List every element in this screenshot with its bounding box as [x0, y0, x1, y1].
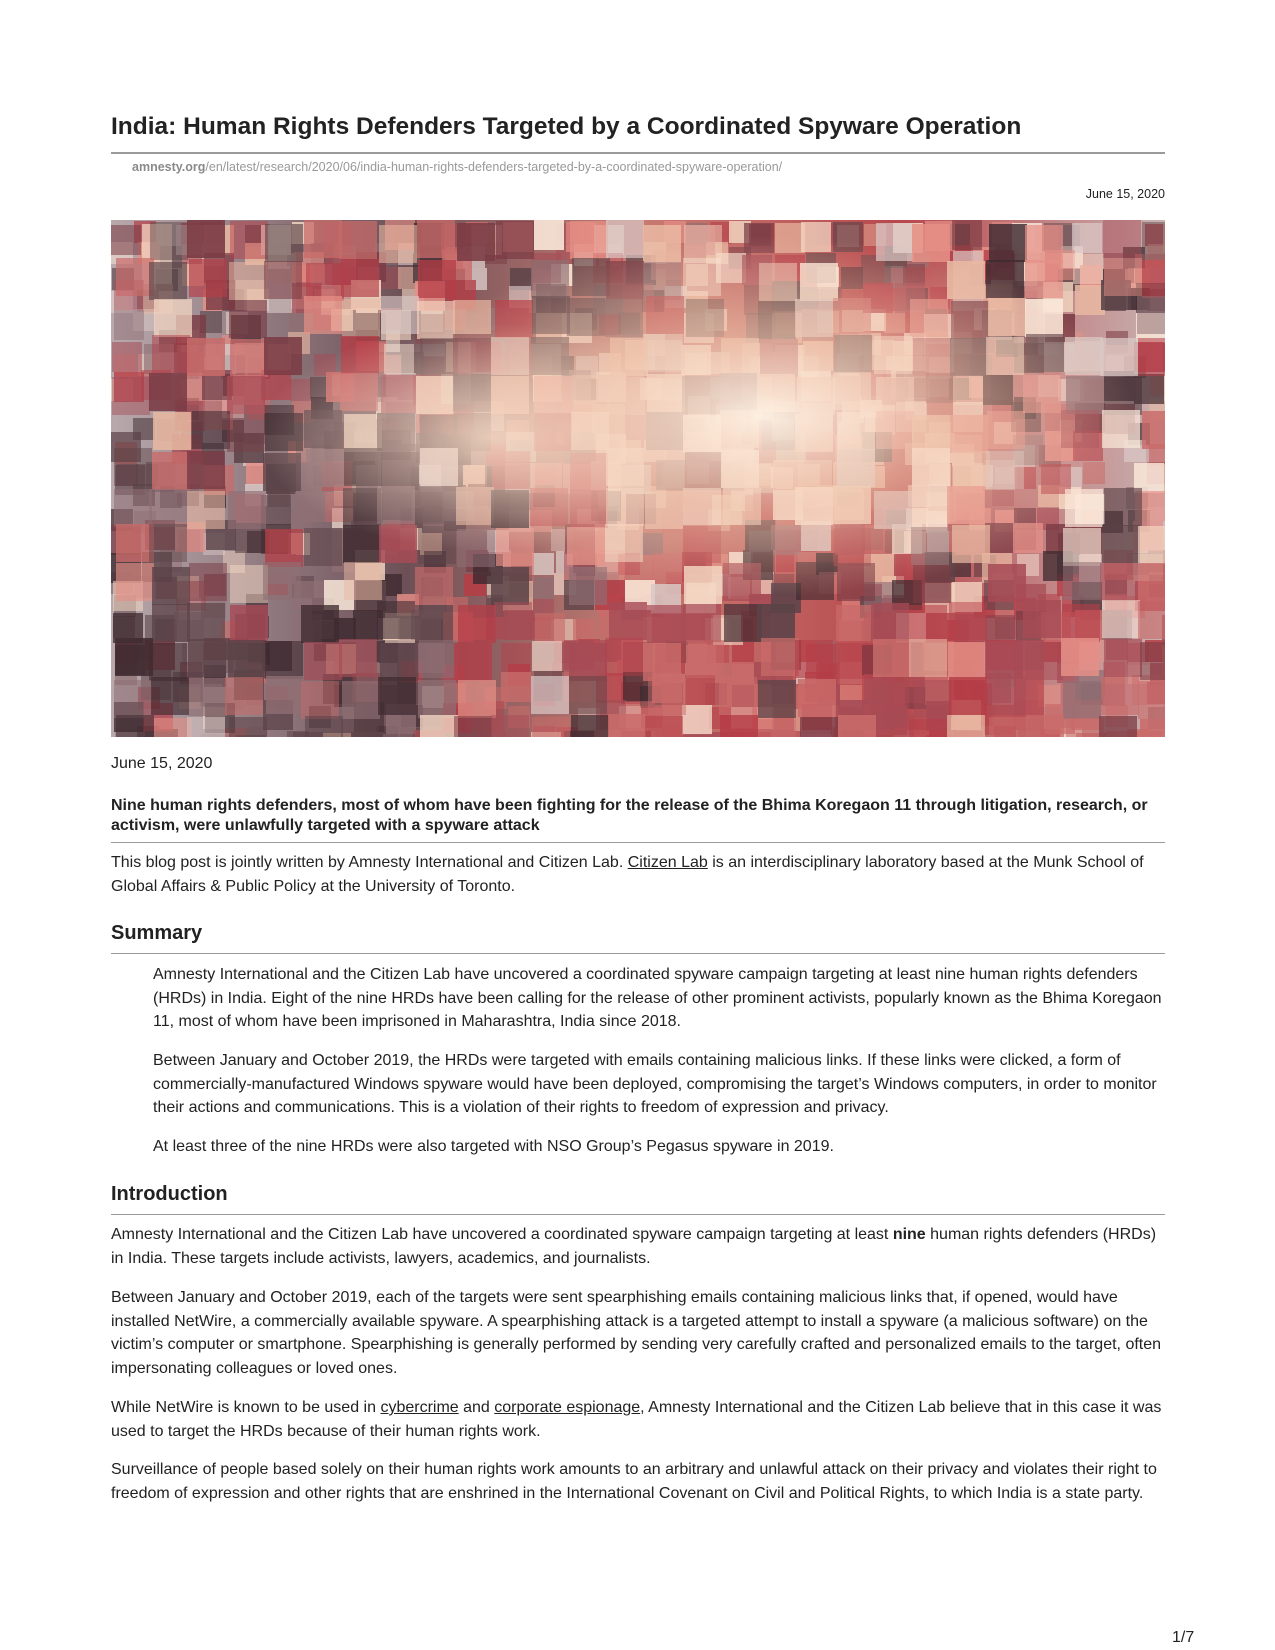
- intro-p3-a: While NetWire is known to be used in: [111, 1399, 381, 1416]
- article-lead: Nine human rights defenders, most of whom have been fighting for the release of the Bhima Koregaon 11 through litigation, research, or activism, were unlawfully targeted with a spyware attack: [111, 797, 1148, 834]
- header-date: June 15, 2020: [1085, 187, 1165, 201]
- introduction-paragraph-2: Between January and October 2019, each of the targets were sent spearphishing emails containing malicious links that, if opened, would have installed NetWire, a commercially available spyware. A spearphishing attack is a targeted attempt to install a spyware (a malicious software) on the victim’s computer or smartphone. Spearphishing is generally performed by sending very carefully crafted and personalized emails to the target, often impersonating colleagues or loved ones.: [111, 1289, 1162, 1377]
- introduction-paragraph-1: [111, 1223, 1165, 1270]
- citizen-lab-link[interactable]: Citizen Lab: [627, 854, 708, 871]
- title-divider: [111, 152, 1165, 154]
- lead-divider: [111, 842, 1165, 843]
- summary-paragraph-3: At least three of the nine HRDs were also targeted with NSO Group’s Pegasus spyware in 2019.: [153, 1138, 834, 1155]
- pixelated-face-image: [111, 220, 1165, 737]
- intro-p3-c: , Amnesty International and the Citizen Lab believe that in this case it was used to target the HRDs because of their human rights work.: [111, 1399, 1162, 1440]
- hero-image: [111, 220, 1165, 737]
- introduction-heading: Introduction: [111, 1183, 228, 1205]
- introduction-divider: [111, 1214, 1165, 1215]
- summary-heading: Summary: [111, 922, 203, 944]
- summary-paragraph-2: Between January and October 2019, the HRDs were targeted with emails containing malicious links. If these links were clicked, a form of commercially-manufactured Windows spyware would have been deployed, compromising the target’s Windows computers, in order to monitor their actions and communications. This is a violation of their rights to freedom of expression and privacy.: [153, 1052, 1157, 1116]
- intro-p1-after: human rights defenders (HRDs) in India. These targets include activists, lawyers, academics, and journalists.: [111, 1226, 1157, 1267]
- intro-paragraph: [111, 851, 1165, 898]
- intro-p1-bold: nine: [892, 1226, 926, 1243]
- corporate-espionage-link[interactable]: corporate espionage: [494, 1399, 641, 1416]
- intro-text-after: is an interdisciplinary laboratory based at the Munk School of Global Affairs & Public Policy at the University of Toronto.: [111, 854, 1144, 895]
- intro-text-before: This blog post is jointly written by Amnesty International and Citizen Lab.: [111, 854, 628, 871]
- summary-paragraph-1: Amnesty International and the Citizen Lab have uncovered a coordinated spyware campaign targeting at least nine human rights defenders (HRDs) in India. Eight of the nine HRDs have been calling for the release of other prominent activists, popularly known as the Bhima Koregaon 11, most of whom have been imprisoned in Maharashtra, India since 2018.: [153, 966, 1162, 1030]
- page-number: 1/7: [1172, 1629, 1195, 1646]
- introduction-paragraph-3: [111, 1396, 1165, 1443]
- introduction-paragraph-4: Surveillance of people based solely on their human rights work amounts to an arbitrary and unlawful attack on their privacy and violates their right to freedom of expression and other rights that are enshrined in the International Covenant on Civil and Political Rights, to which India is a state party.: [111, 1461, 1157, 1502]
- url-domain: amnesty.org: [132, 160, 206, 174]
- summary-divider: [111, 953, 1165, 954]
- url-path: /en/latest/research/2020/06/india-human-rights-defenders-targeted-by-a-coordinated-spyware-operation/: [205, 160, 783, 174]
- intro-p3-b: and: [458, 1399, 495, 1416]
- article-title: India: Human Rights Defenders Targeted by a Coordinated Spyware Operation: [111, 113, 1022, 140]
- article-date: June 15, 2020: [111, 755, 213, 772]
- source-url[interactable]: [132, 160, 782, 174]
- intro-p1-before: Amnesty International and the Citizen Lab have uncovered a coordinated spyware campaign targeting at least: [111, 1226, 893, 1243]
- cybercrime-link[interactable]: cybercrime: [380, 1399, 459, 1416]
